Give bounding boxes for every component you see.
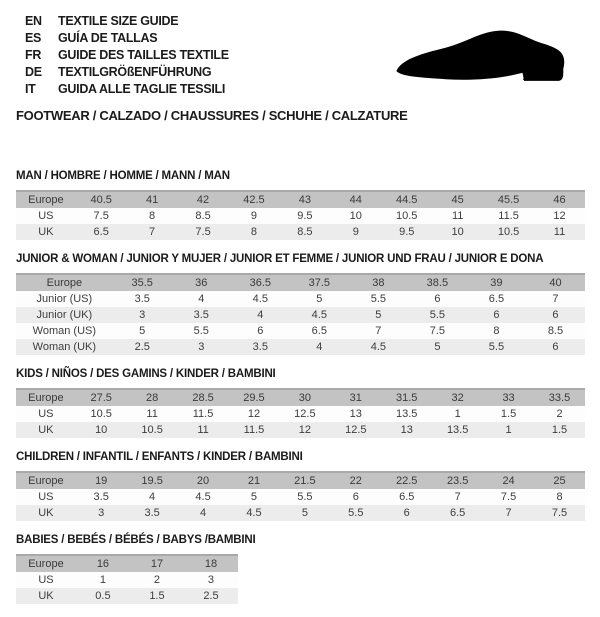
size-cell: 35.5 xyxy=(131,277,153,289)
size-cell: 10.5 xyxy=(141,424,163,436)
size-cell: 45 xyxy=(451,194,464,206)
size-cell: 1 xyxy=(505,424,512,436)
size-cell: 22 xyxy=(349,475,362,487)
size-cell: 30 xyxy=(298,392,311,404)
size-cell: 20 xyxy=(196,475,210,487)
language-title: GUIDE DES TAILLES TEXTILE xyxy=(58,47,229,62)
size-cell: 13.5 xyxy=(396,408,418,420)
row-label: UK xyxy=(38,424,54,436)
size-cell: 6.5 xyxy=(399,491,415,503)
size-cell: 0.5 xyxy=(95,590,111,602)
size-cell: 2 xyxy=(556,408,563,420)
size-cell: 6 xyxy=(352,491,359,503)
size-cell: 36 xyxy=(195,277,208,289)
row-label: UK xyxy=(38,226,54,238)
section-title-man: MAN / HOMBRE / HOMME / MANN / MAN xyxy=(16,170,230,182)
table-row xyxy=(16,323,585,339)
table-row xyxy=(16,191,585,208)
size-cell: 28.5 xyxy=(192,392,214,404)
size-cell: 27.5 xyxy=(90,392,112,404)
row-label: Junior (US) xyxy=(36,293,93,305)
size-cell: 17 xyxy=(150,558,164,570)
size-cell: 21 xyxy=(247,475,261,487)
size-table-man xyxy=(16,190,585,240)
size-cell: 12 xyxy=(247,408,261,420)
size-cell: 12 xyxy=(553,210,566,222)
row-label: Europe xyxy=(28,475,64,487)
size-cell: 4.5 xyxy=(370,341,386,353)
row-label: US xyxy=(38,574,54,586)
size-cell: 4 xyxy=(149,491,156,503)
size-cell: 5.5 xyxy=(297,491,313,503)
size-cell: 3 xyxy=(198,341,205,353)
size-cell: 6.5 xyxy=(311,325,327,337)
size-cell: 9 xyxy=(352,226,359,238)
size-cell: 9 xyxy=(250,210,258,222)
size-cell: 3.5 xyxy=(134,293,150,305)
size-table-junior-woman xyxy=(16,273,585,355)
dress-shoe-icon xyxy=(388,12,593,94)
size-cell: 38 xyxy=(372,277,385,289)
size-cell: 3 xyxy=(139,309,146,321)
table-row xyxy=(16,224,585,240)
size-cell: 18 xyxy=(204,558,218,570)
size-cell: 6.5 xyxy=(450,507,466,519)
language-code: FR xyxy=(25,47,42,62)
size-cell: 3.5 xyxy=(252,341,268,353)
language-code: DE xyxy=(25,64,42,79)
size-cell: 2.5 xyxy=(134,341,150,353)
size-section-babies xyxy=(16,534,585,604)
table-row xyxy=(16,307,585,323)
row-label: Europe xyxy=(28,392,64,404)
size-cell: 41 xyxy=(145,194,159,206)
size-cell: 5 xyxy=(375,309,382,321)
size-cell: 7.5 xyxy=(500,491,517,503)
size-cell: 6 xyxy=(257,325,264,337)
size-cell: 5 xyxy=(434,341,441,353)
size-cell: 7 xyxy=(454,491,461,503)
size-cell: 5 xyxy=(250,491,258,503)
size-cell: 4.5 xyxy=(252,293,268,305)
size-cell: 1 xyxy=(99,574,106,586)
size-section-junior-woman xyxy=(16,253,585,355)
size-cell: 7 xyxy=(505,507,512,519)
size-cell: 5 xyxy=(139,325,146,337)
language-title: GUÍA DE TALLAS xyxy=(58,30,158,45)
size-cell: 40 xyxy=(549,277,562,289)
size-section-children xyxy=(16,451,585,521)
size-cell: 7 xyxy=(552,293,559,305)
size-cell: 11 xyxy=(197,424,209,436)
size-cell: 6 xyxy=(552,341,559,353)
size-cell: 6 xyxy=(403,507,410,519)
table-row xyxy=(16,406,585,422)
row-label: Europe xyxy=(28,558,64,570)
size-cell: 8 xyxy=(250,226,258,238)
size-cell: 4 xyxy=(316,341,323,353)
size-cell: 4 xyxy=(198,293,205,305)
size-cell: 11.5 xyxy=(498,210,519,222)
size-cell: 10.5 xyxy=(396,210,418,222)
table-row xyxy=(16,422,585,438)
language-row xyxy=(25,12,229,29)
size-cell: 28 xyxy=(145,392,159,404)
size-cell: 2 xyxy=(153,574,161,586)
size-cell: 5 xyxy=(316,293,323,305)
row-label: Woman (US) xyxy=(32,325,97,337)
category-title: FOOTWEAR / CALZADO / CHAUSSURES / SCHUHE / CALZATURE xyxy=(16,108,408,123)
size-cell: 44.5 xyxy=(396,194,418,206)
size-cell: 5.5 xyxy=(488,341,505,353)
size-cell: 13 xyxy=(349,408,362,420)
size-cell: 10.5 xyxy=(90,408,112,420)
section-title-kids: KIDS / NIÑOS / DES GAMINS / KINDER / BAMBINI xyxy=(16,368,276,380)
section-title-junior-woman: JUNIOR & WOMAN / JUNIOR Y MUJER / JUNIOR ET FEMME / JUNIOR UND FRAU / JUNIOR E DONA xyxy=(16,253,544,265)
size-cell: 2.5 xyxy=(203,590,219,602)
size-cell: 25 xyxy=(553,475,566,487)
size-table-children xyxy=(16,471,585,521)
table-row xyxy=(16,555,238,572)
section-title-babies: BABIES / BEBÉS / BÉBÉS / BABYS /BAMBINI xyxy=(16,534,256,546)
size-cell: 42 xyxy=(196,194,210,206)
table-row xyxy=(16,291,585,307)
row-label: UK xyxy=(38,507,54,519)
size-cell: 23.5 xyxy=(446,475,469,487)
size-cell: 19 xyxy=(95,475,108,487)
size-cell: 13 xyxy=(400,424,413,436)
size-cell: 5.5 xyxy=(370,293,386,305)
size-cell: 7 xyxy=(375,325,382,337)
size-cell: 46 xyxy=(553,194,566,206)
size-cell: 4 xyxy=(199,507,207,519)
size-cell: 7 xyxy=(149,226,156,238)
size-cell: 5.5 xyxy=(348,507,364,519)
row-label: UK xyxy=(38,590,54,602)
size-cell: 19.5 xyxy=(141,475,163,487)
row-label: Europe xyxy=(46,277,83,289)
size-cell: 32 xyxy=(451,392,464,404)
size-cell: 7.5 xyxy=(429,325,446,337)
size-cell: 16 xyxy=(96,558,110,570)
size-cell: 13.5 xyxy=(446,424,469,436)
size-cell: 21.5 xyxy=(294,475,316,487)
size-table-kids xyxy=(16,388,585,438)
section-title-children: CHILDREN / INFANTIL / ENFANTS / KINDER / BAMBINI xyxy=(16,451,303,463)
size-section-man xyxy=(16,170,585,240)
size-cell: 6.5 xyxy=(93,226,109,238)
size-cell: 36.5 xyxy=(249,277,271,289)
size-cell: 11 xyxy=(146,408,158,420)
size-cell: 12 xyxy=(298,424,311,436)
size-cell: 7.5 xyxy=(93,210,109,222)
size-cell: 4.5 xyxy=(311,309,327,321)
size-cell: 4.5 xyxy=(195,491,211,503)
size-cell: 5.5 xyxy=(193,325,209,337)
size-cell: 10.5 xyxy=(497,226,520,238)
size-cell: 31.5 xyxy=(396,392,418,404)
size-cell: 6.5 xyxy=(488,293,505,305)
size-cell: 1.5 xyxy=(149,590,165,602)
size-cell: 42.5 xyxy=(243,194,265,206)
table-row xyxy=(16,339,585,355)
language-title: TEXTILE SIZE GUIDE xyxy=(58,13,179,28)
size-cell: 31 xyxy=(349,392,362,404)
size-cell: 6 xyxy=(434,293,441,305)
language-row xyxy=(25,46,229,63)
size-cell: 22.5 xyxy=(396,475,418,487)
size-cell: 11 xyxy=(553,226,566,238)
size-cell: 10 xyxy=(95,424,108,436)
size-cell: 11.5 xyxy=(192,408,214,420)
size-cell: 8.5 xyxy=(195,210,211,222)
size-table-babies xyxy=(16,554,238,604)
size-cell: 43 xyxy=(298,194,311,206)
row-label: US xyxy=(38,491,54,503)
size-cell: 24 xyxy=(502,475,515,487)
size-cell: 6 xyxy=(552,309,559,321)
size-cell: 9.5 xyxy=(399,226,415,238)
size-cell: 3 xyxy=(207,574,215,586)
size-cell: 1.5 xyxy=(500,408,517,420)
language-title-list xyxy=(25,12,229,97)
size-cell: 7.5 xyxy=(551,507,568,519)
language-title: GUIDA ALLE TAGLIE TESSILI xyxy=(58,81,226,96)
size-cell: 6 xyxy=(493,309,500,321)
size-cell: 8 xyxy=(149,210,156,222)
size-cell: 8.5 xyxy=(297,226,313,238)
table-row xyxy=(16,572,238,588)
size-cell: 38.5 xyxy=(426,277,449,289)
size-cell: 8 xyxy=(493,325,500,337)
size-cell: 4.5 xyxy=(246,507,262,519)
row-label: US xyxy=(38,210,54,222)
size-cell: 12.5 xyxy=(345,424,367,436)
size-tables xyxy=(16,170,585,617)
size-cell: 7.5 xyxy=(195,226,211,238)
size-cell: 44 xyxy=(349,194,362,206)
size-cell: 45.5 xyxy=(497,194,520,206)
size-cell: 33.5 xyxy=(548,392,571,404)
language-row xyxy=(25,29,229,46)
size-cell: 4 xyxy=(257,309,264,321)
table-row xyxy=(16,489,585,505)
size-cell: 11 xyxy=(451,210,464,222)
size-cell: 33 xyxy=(502,392,515,404)
table-row xyxy=(16,208,585,224)
row-label: Woman (UK) xyxy=(32,341,97,353)
row-label: US xyxy=(38,408,54,420)
size-cell: 8.5 xyxy=(547,325,564,337)
size-cell: 39 xyxy=(490,277,503,289)
table-row xyxy=(16,588,238,604)
size-cell: 3.5 xyxy=(93,491,109,503)
size-cell: 29.5 xyxy=(243,392,265,404)
language-row xyxy=(25,80,229,97)
size-section-kids xyxy=(16,368,585,438)
size-cell: 5 xyxy=(301,507,308,519)
language-title: TEXTILGRÖßENFÜHRUNG xyxy=(58,64,212,79)
table-row xyxy=(16,472,585,489)
size-cell: 40.5 xyxy=(90,194,112,206)
language-row xyxy=(25,63,229,80)
table-row xyxy=(16,505,585,521)
size-cell: 1.5 xyxy=(551,424,568,436)
size-cell: 11.5 xyxy=(243,424,265,436)
size-cell: 10 xyxy=(349,210,362,222)
size-cell: 3 xyxy=(98,507,105,519)
table-row xyxy=(16,389,585,406)
size-cell: 3.5 xyxy=(144,507,160,519)
size-cell: 12.5 xyxy=(294,408,316,420)
language-code: ES xyxy=(25,30,42,45)
language-code: IT xyxy=(25,81,36,96)
size-cell: 3.5 xyxy=(193,309,209,321)
size-cell: 37.5 xyxy=(308,277,331,289)
language-code: EN xyxy=(25,13,42,28)
row-label: Junior (UK) xyxy=(36,309,93,321)
size-cell: 1 xyxy=(454,408,461,420)
size-cell: 9.5 xyxy=(297,210,313,222)
size-cell: 5.5 xyxy=(429,309,446,321)
row-label: Europe xyxy=(28,194,64,206)
table-row xyxy=(16,274,585,291)
size-cell: 8 xyxy=(556,491,563,503)
size-cell: 10 xyxy=(451,226,464,238)
